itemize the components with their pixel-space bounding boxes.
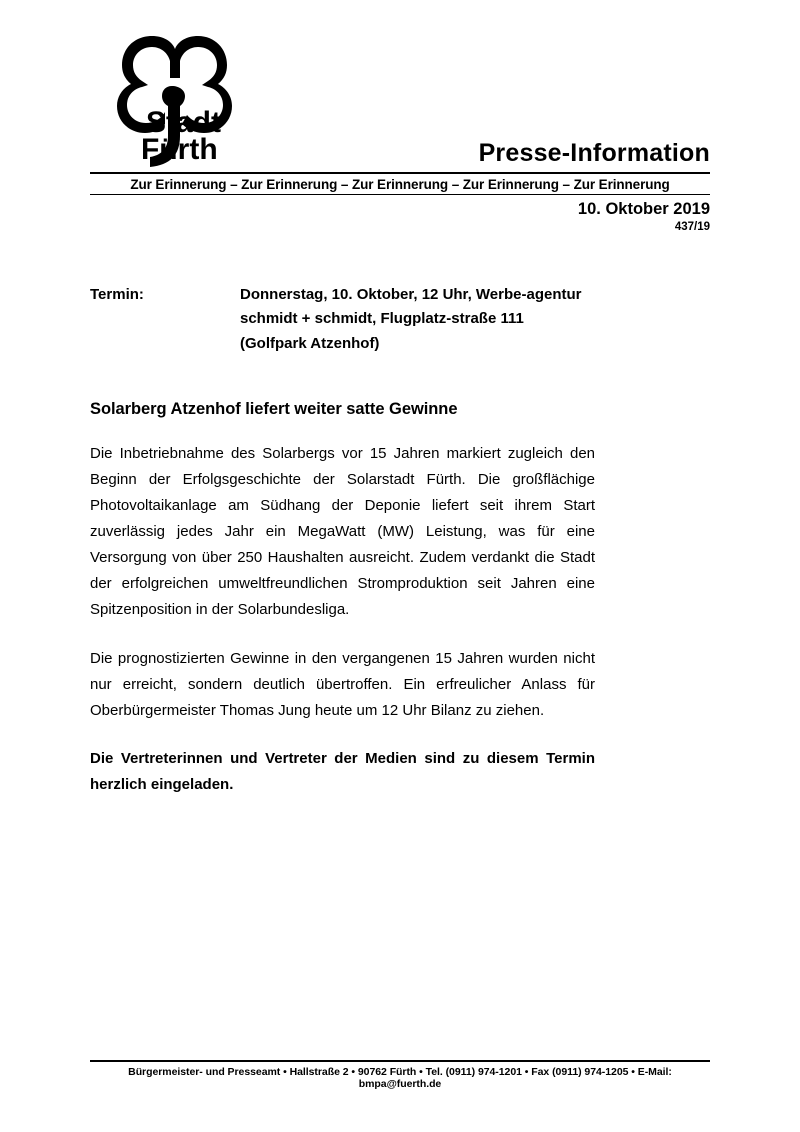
article-closing-paragraph: Die Vertreterinnen und Vertreter der Medien sind zu diesem Termin herzlich eingeladen. xyxy=(90,749,595,793)
footer-contact-text: Bürgermeister- und Presseamt • Hallstraße 2 • 90762 Fürth • Tel. (0911) 974-1201 • Fax (0911) 974-1205 • E-Mail: bmpa@fuerth.de xyxy=(128,1066,672,1090)
document-date: 10. Oktober 2019 xyxy=(577,199,710,218)
logo-line2-text: Fürth xyxy=(141,133,218,166)
document-footer xyxy=(90,1060,710,1090)
appointment-label: Termin: xyxy=(90,286,144,303)
reminder-line: Zur Erinnerung – Zur Erinnerung – Zur Erinnerung – Zur Erinnerung – Zur Erinnerung xyxy=(130,176,670,192)
logo-line1-text: Stadt xyxy=(146,106,221,139)
article-paragraph: Die Inbetriebnahme des Solarbergs vor 15 Jahren markiert zugleich den Beginn der Erfolgsgeschichte der Solarstadt Fürth. Die großflächige Photovoltaikanlage am Südhang der Deponie liefert seit ihrem Start zuverlässig jedes Jahr ein MegaWatt (MW) Leistung, was für eine Versorgung von über 250 Haushalten ausreicht. Zudem verdankt die Stadt der erfolgreichen umweltfreundlichen Stromproduktion seit Jahren eine Spitzenposition in der Solarbundesliga. xyxy=(90,444,595,619)
reference-number: 437/19 xyxy=(674,220,710,233)
press-information-title: Presse-Information xyxy=(478,139,710,167)
appointment-value: Donnerstag, 10. Oktober, 12 Uhr, Werbe-agentur schmidt + schmidt, Flugplatz-straße 111 (Golfpark Atzenhof) xyxy=(240,286,582,352)
document-header xyxy=(90,140,710,233)
appointment-block xyxy=(90,283,710,356)
document-body xyxy=(90,283,710,798)
article-headline: Solarberg Atzenhof liefert weiter satte Gewinne xyxy=(90,399,458,418)
article-paragraph: Die prognostizierten Gewinne in den vergangenen 15 Jahren wurden nicht nur erreicht, sondern deutlich übertroffen. Ein erfreulicher Anlass für Oberbürgermeister Thomas Jung heute um 12 Uhr Bilanz zu ziehen. xyxy=(90,649,595,719)
